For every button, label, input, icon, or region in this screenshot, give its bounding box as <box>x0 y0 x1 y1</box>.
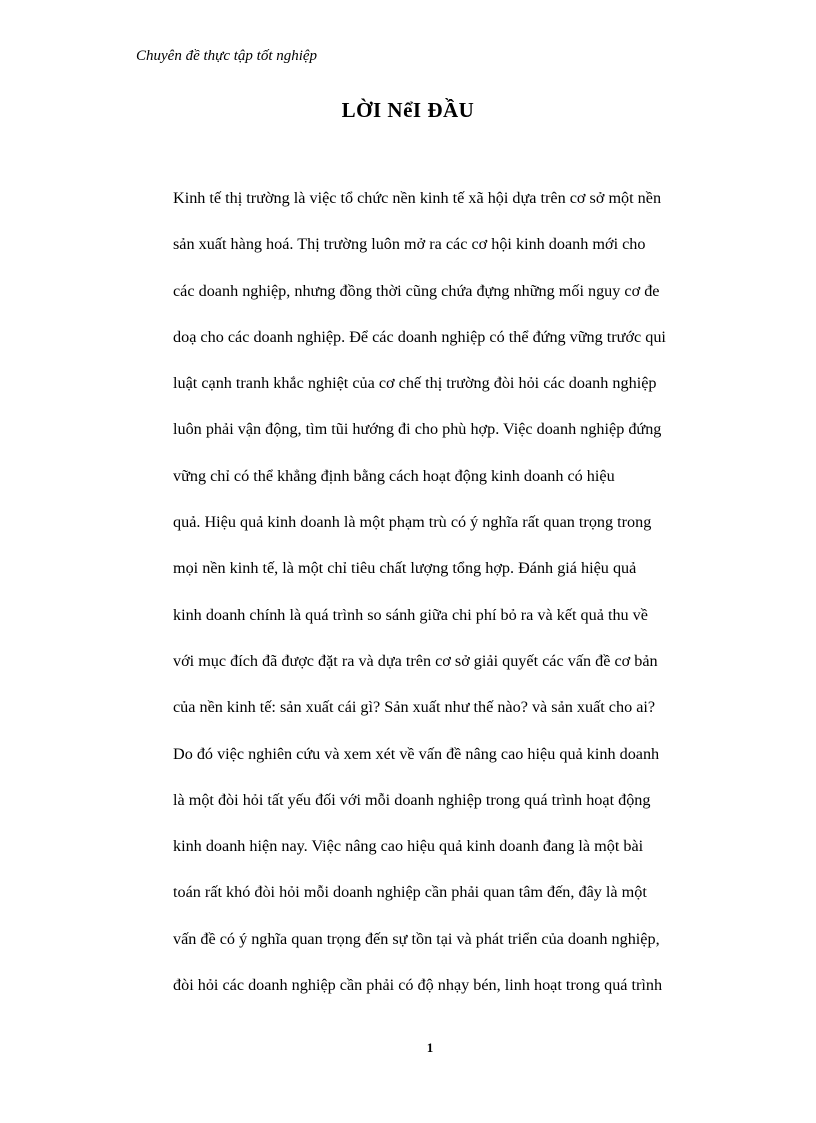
body-line: vấn đề có ý nghĩa quan trọng đến sự tồn tại và phát triển của doanh nghiệp, <box>173 929 660 948</box>
running-header: Chuyên đề thực tập tốt nghiệp <box>136 48 318 64</box>
body-line: toán rất khó đòi hỏi mỗi doanh nghiệp cần phải quan tâm đến, đây là một <box>173 883 647 902</box>
body-paragraph <box>173 185 733 1018</box>
body-line: với mục đích đã được đặt ra và dựa trên cơ sở giải quyết các vấn đề cơ bản <box>173 651 658 670</box>
body-line: Do đó việc nghiên cứu và xem xét về vấn đề nâng cao hiệu quả kinh doanh <box>173 744 660 763</box>
body-line: kinh doanh hiện nay. Việc nâng cao hiệu quả kinh doanh đang là một bài <box>173 837 644 856</box>
body-line: vững chỉ có thể khẳng định bằng cách hoạt động kinh doanh có hiệu <box>173 466 615 485</box>
body-line: đòi hỏi các doanh nghiệp cần phải có độ nhạy bén, linh hoạt trong quá trình <box>173 976 663 995</box>
body-line: sản xuất hàng hoá. Thị trường luôn mở ra các cơ hội kinh doanh mới cho <box>173 235 646 254</box>
body-line: Kinh tế thị trường là việc tổ chức nền kinh tế xã hội dựa trên cơ sở một nền <box>173 189 662 207</box>
body-line: của nền kinh tế: sản xuất cái gì? Sản xuất như thế nào? và sản xuất cho ai? <box>173 698 656 717</box>
body-line: luật cạnh tranh khắc nghiệt của cơ chế thị trường đòi hỏi các doanh nghiệp <box>173 374 657 393</box>
body-line: mọi nền kinh tế, là một chỉ tiêu chất lượng tổng hợp. Đánh giá hiệu quả <box>173 559 637 578</box>
body-line: quả. Hiệu quả kinh doanh là một phạm trù có ý nghĩa rất quan trọng trong <box>173 513 652 532</box>
body-line: các doanh nghiệp, nhưng đồng thời cũng chứa đựng những mối nguy cơ đe <box>173 281 660 300</box>
page-number: 1 <box>426 1040 434 1055</box>
body-line: luôn phải vận động, tìm tũi hướng đi cho phù hợp. Việc doanh nghiệp đứng <box>173 420 662 439</box>
page-title: LỜI NểI ĐẦU <box>341 98 475 122</box>
body-line: doạ cho các doanh nghiệp. Để các doanh nghiệp có thể đứng vững trước qui <box>173 327 666 346</box>
body-line: là một đòi hỏi tất yếu đối với mỗi doanh nghiệp trong quá trình hoạt động <box>173 790 651 809</box>
body-line: kinh doanh chính là quá trình so sánh giữa chi phí bỏ ra và kết quả thu về <box>173 605 648 624</box>
